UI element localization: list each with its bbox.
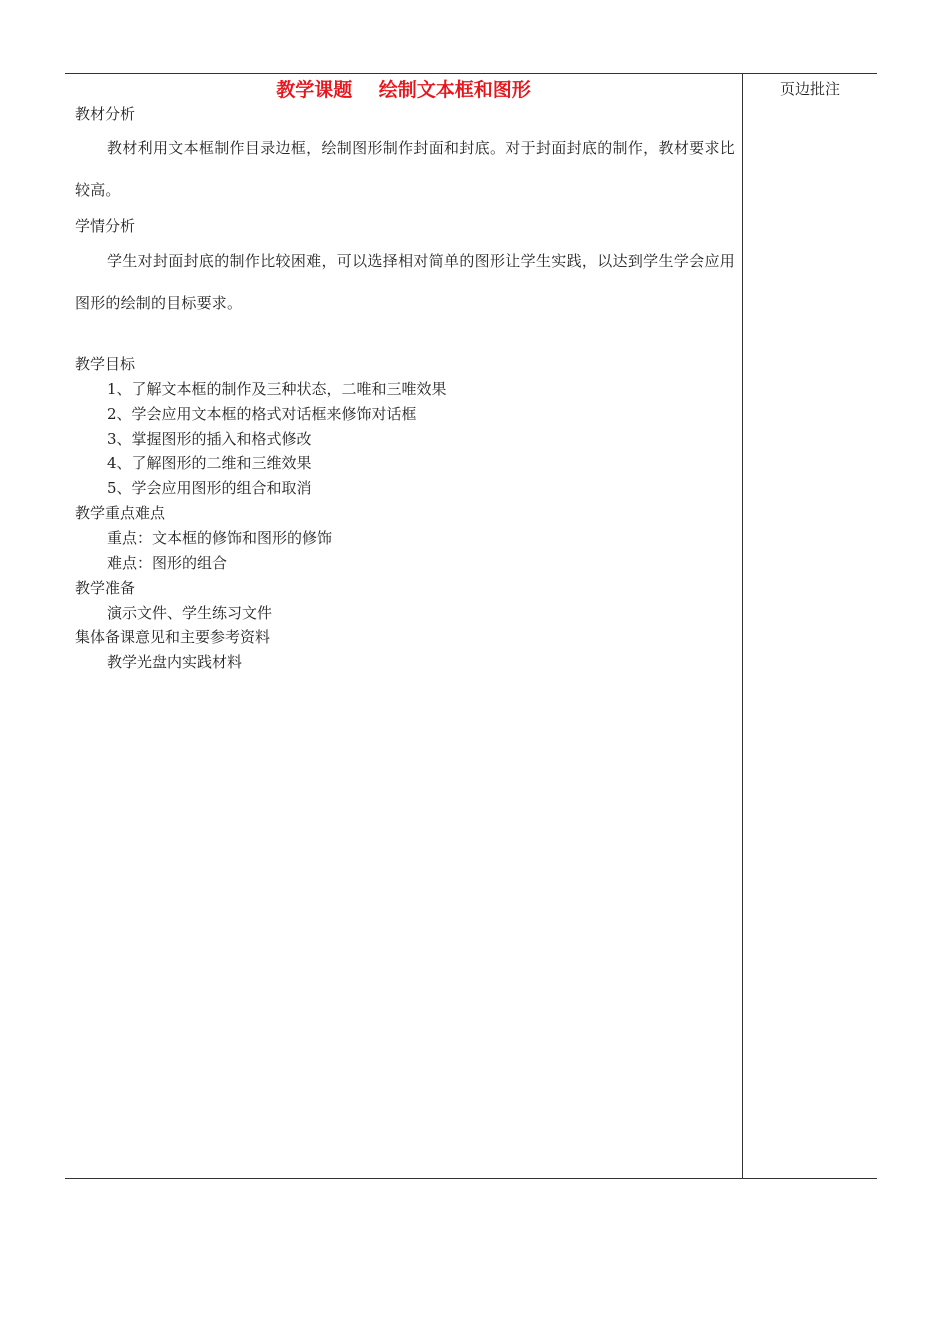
list-item-preparation: 演示文件、学生练习文件 bbox=[107, 604, 273, 622]
paragraph-textbook-analysis: 教材利用文本框制作目录边框，绘制图形制作封面和封底。对于封面封底的制作，教材要求比较高。 bbox=[75, 139, 735, 199]
list-item-goal-2: 2、学会应用文本框的格式对话框来修饰对话框 bbox=[107, 405, 417, 423]
section-heading-textbook-analysis: 教材分析 bbox=[75, 105, 136, 123]
paragraph-student-analysis: 学生对封面封底的制作比较困难，可以选择相对简单的图形让学生实践，以达到学生学会应用图形的绘制的目标要求。 bbox=[75, 252, 735, 312]
list-item-key-point: 重点：文本框的修饰和图形的修饰 bbox=[107, 529, 333, 547]
section-heading-preparation: 教学准备 bbox=[75, 579, 136, 597]
list-item-reference: 教学光盘内实践材料 bbox=[107, 653, 243, 671]
page-title: 教学课题 绘制文本框和图形 bbox=[276, 79, 531, 101]
column-divider bbox=[742, 73, 743, 1179]
section-heading-teaching-goals: 教学目标 bbox=[75, 355, 136, 373]
table-bottom-rule bbox=[65, 1178, 877, 1179]
section-heading-student-analysis: 学情分析 bbox=[75, 217, 136, 235]
section-heading-references: 集体备课意见和主要参考资料 bbox=[75, 628, 271, 646]
table-top-rule bbox=[65, 73, 877, 74]
list-item-goal-1: 1、了解文本框的制作及三种状态，二唯和三唯效果 bbox=[107, 380, 447, 398]
list-item-difficulty: 难点：图形的组合 bbox=[107, 554, 228, 572]
list-item-goal-5: 5、学会应用图形的组合和取消 bbox=[107, 479, 312, 497]
list-item-goal-4: 4、了解图形的二维和三维效果 bbox=[107, 454, 312, 472]
margin-note-label: 页边批注 bbox=[779, 80, 840, 98]
section-heading-key-points: 教学重点难点 bbox=[75, 504, 166, 522]
list-item-goal-3: 3、掌握图形的插入和格式修改 bbox=[107, 430, 312, 448]
